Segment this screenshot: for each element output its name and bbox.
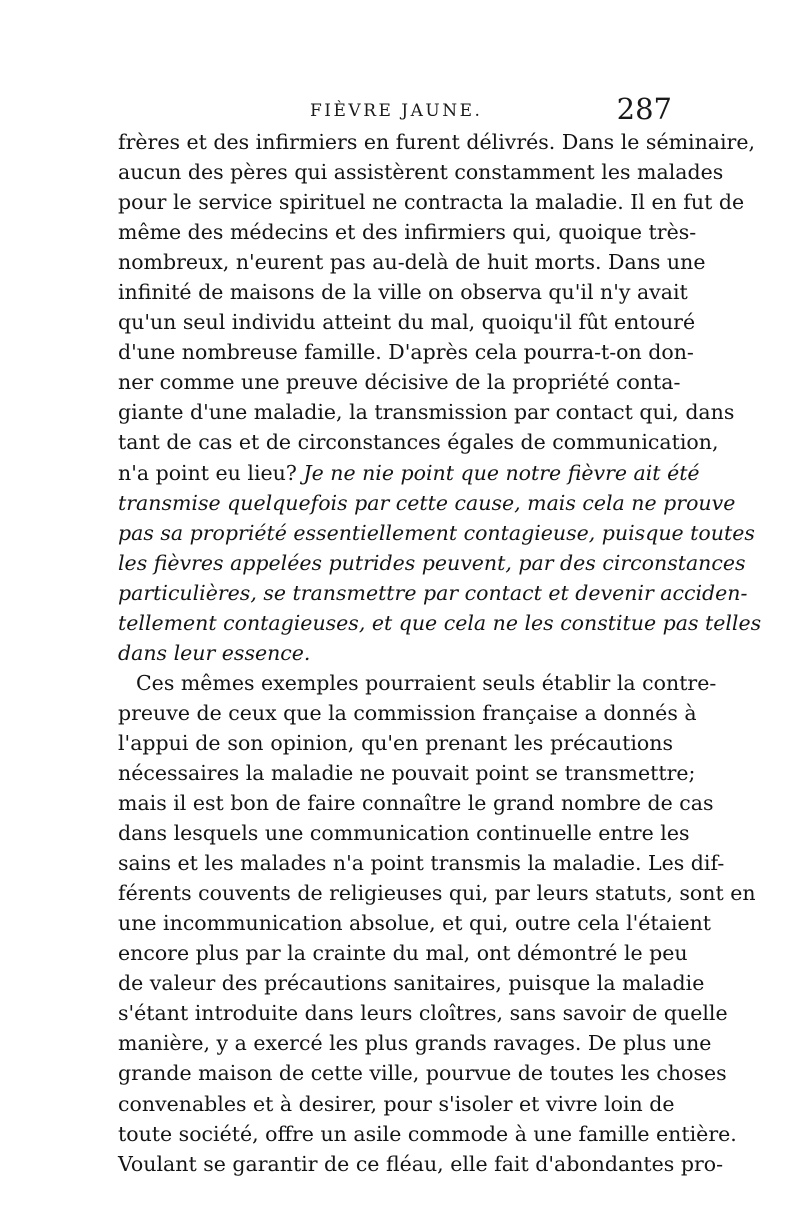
text-line: Voulant se garantir de ce fléau, elle fait d'abondantes pro-: [118, 1151, 724, 1176]
text-line: de valeur des précautions sanitaires, puisque la maladie: [118, 971, 705, 996]
text-line-italic: pas sa propriété essentiellement contagieuse, puisque toutes: [118, 520, 755, 545]
body-text: [118, 127, 762, 1179]
text-line: pour le service spirituel ne contracta la maladie. Il en fut de: [118, 190, 745, 215]
text-line: nécessaires la maladie ne pouvait point se transmettre;: [118, 760, 696, 785]
text-line: manière, y a exercé les plus grands ravages. De plus une: [118, 1031, 712, 1056]
text-line: aucun des pères qui assistèrent constamment les malades: [118, 160, 724, 185]
text-line: l'appui de son opinion, qu'en prenant les précautions: [118, 730, 673, 755]
text-line: ner comme une preuve décisive de la propriété conta-: [118, 370, 681, 395]
text-line: même des médecins et des infirmiers qui, quoique très-: [118, 220, 697, 245]
text-line: d'une nombreuse famille. D'après cela pourra-t-on don-: [118, 340, 694, 365]
text-line: infinité de maisons de la ville on observa qu'il n'y avait: [118, 280, 688, 305]
page-number: 287: [616, 92, 672, 126]
text-line: frères et des infirmiers en furent délivrés. Dans le séminaire,: [118, 130, 756, 154]
text-line: sains et les malades n'a point transmis la maladie. Les dif-: [118, 851, 725, 876]
text-line: tant de cas et de circonstances égales de communication,: [118, 430, 719, 455]
text-line: toute société, offre un asile commode à une famille entière.: [118, 1121, 737, 1146]
text-line-italic: les fièvres appelées putrides peuvent, par des circonstances: [118, 550, 746, 575]
text-line: grande maison de cette ville, pourvue de toutes les choses: [118, 1061, 727, 1086]
text-line: s'étant introduite dans leurs cloîtres, sans savoir de quelle: [118, 1001, 728, 1026]
text-line: une incommunication absolue, et qui, outre cela l'étaient: [118, 911, 712, 936]
text-roman: n'a point eu lieu?: [118, 460, 297, 485]
text-line: mais il est bon de faire connaître le grand nombre de cas: [118, 791, 714, 816]
text-line-italic: particulières, se transmettre par contact et devenir acciden-: [118, 580, 748, 605]
text-line: giante d'une maladie, la transmission par contact qui, dans: [118, 400, 735, 425]
text-line: férents couvents de religieuses qui, par leurs statuts, sont en: [118, 881, 756, 906]
text-line-italic: tellement contagieuses, et que cela ne les constitue pas telles: [118, 610, 762, 635]
running-head: [112, 92, 672, 132]
text-line: nombreux, n'eurent pas au-delà de huit morts. Dans une: [118, 250, 706, 275]
text-italic: Je ne nie point que notre fièvre ait été: [303, 460, 700, 485]
text-line-italic: transmise quelquefois par cette cause, mais cela ne prouve: [118, 490, 736, 515]
text-line: qu'un seul individu atteint du mal, quoiqu'il fût entouré: [118, 310, 696, 335]
text-line: convenables et à desirer, pour s'isoler et vivre loin de: [118, 1091, 675, 1116]
text-line-mixed: [118, 458, 700, 488]
running-title: FIÈVRE JAUNE.: [310, 101, 483, 121]
paragraph-start: Ces mêmes exemples pourraient seuls établir la contre-: [136, 670, 717, 695]
text-line-italic: dans leur essence.: [118, 640, 311, 665]
text-line: encore plus par la crainte du mal, ont démontré le peu: [118, 941, 688, 966]
text-line: preuve de ceux que la commission française a donnés à: [118, 700, 697, 725]
text-line: dans lesquels une communication continuelle entre les: [118, 821, 690, 846]
